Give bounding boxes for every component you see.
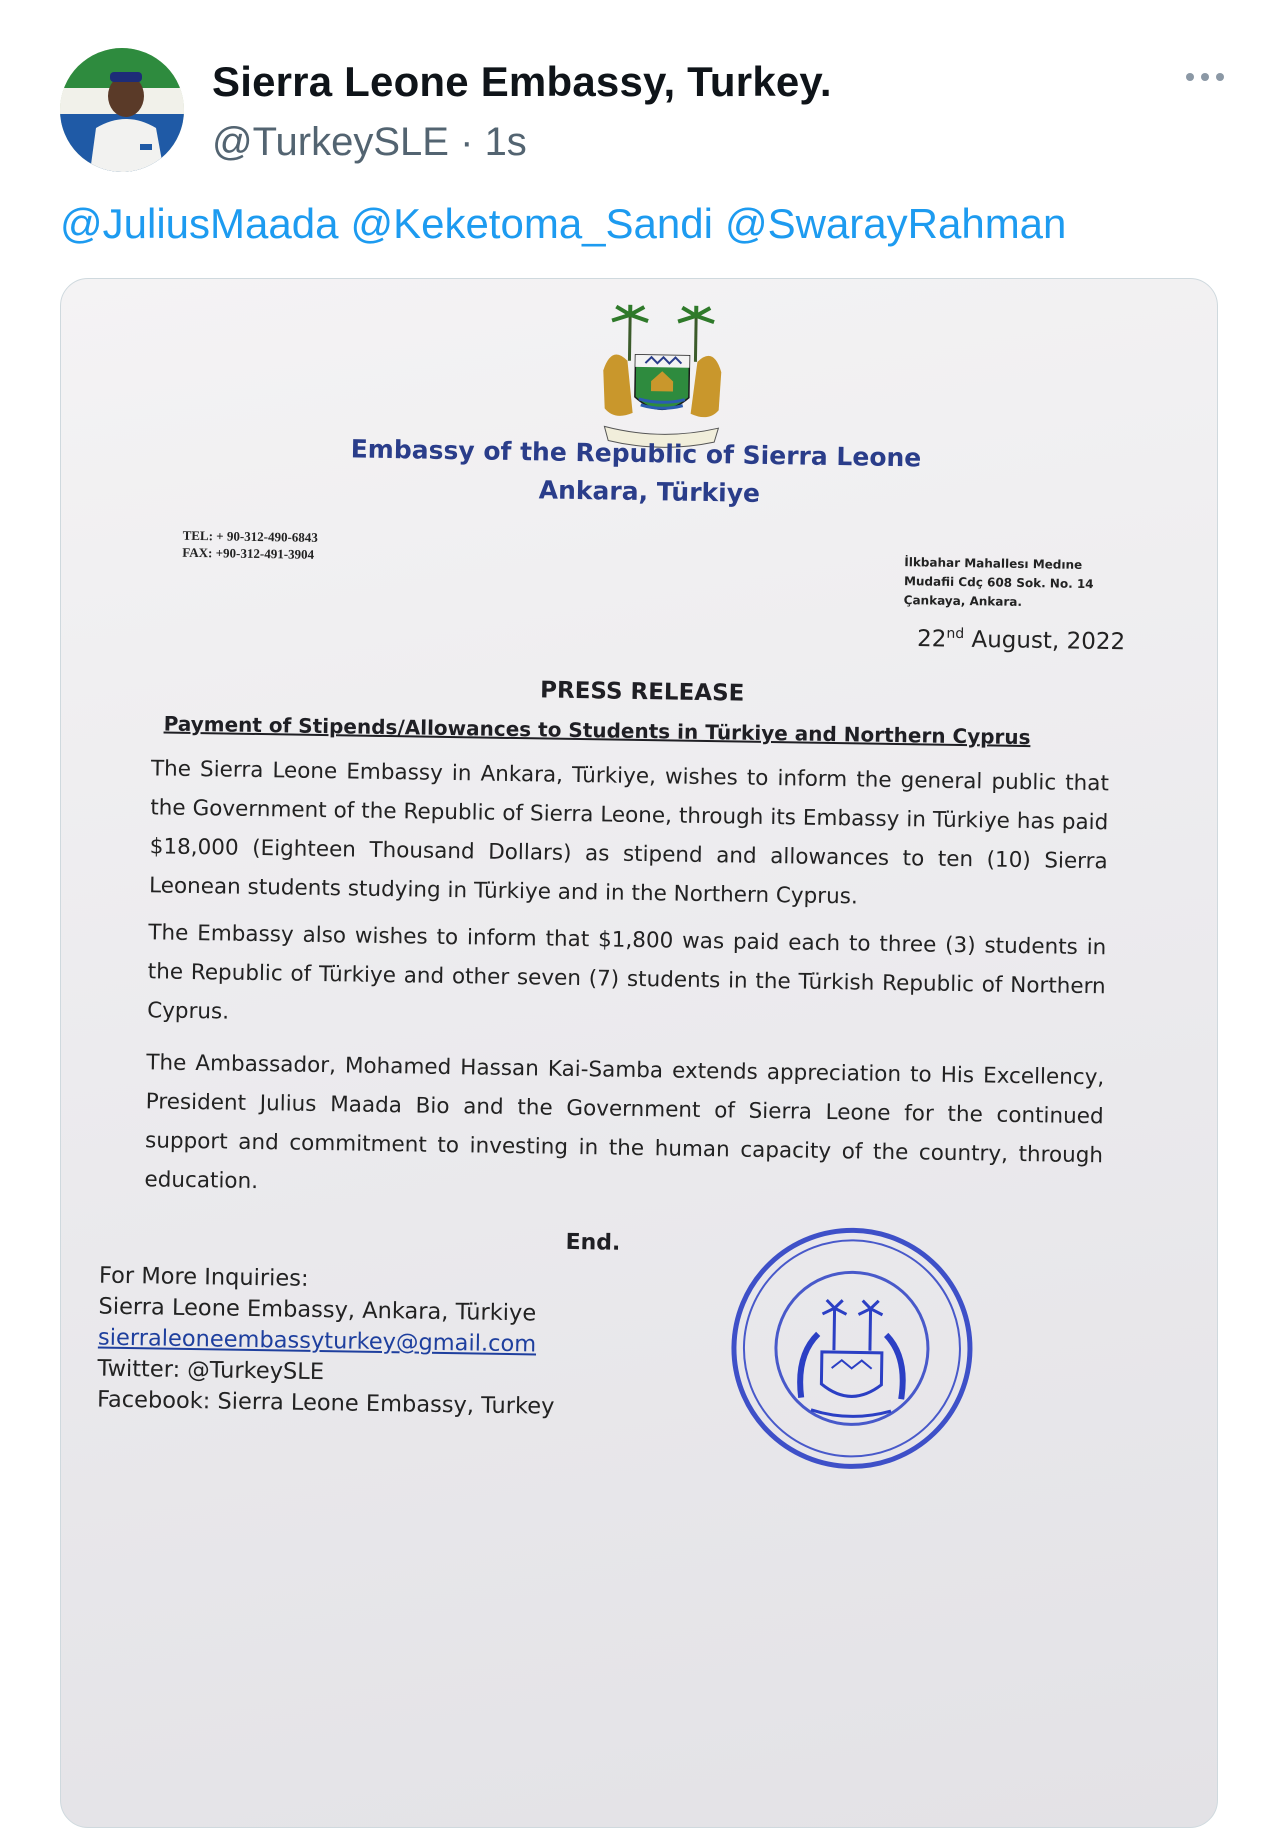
more-dot xyxy=(1216,73,1224,81)
address-line: Mudafii Cdç 608 Sok. No. 14 xyxy=(903,574,1094,592)
fax-number: FAX: +90-312-491-3904 xyxy=(182,544,315,562)
date-month-year: August, 2022 xyxy=(963,626,1126,656)
profile-avatar[interactable] xyxy=(60,48,184,172)
body-paragraph: The Embassy also wishes to inform that $1,800 was paid each to three (3) students in the Republic of Türkiye and other seven (7) students in the Türkish Republic of Northern Cyprus. xyxy=(146,920,1107,1025)
inquiries-facebook: Facebook: Sierra Leone Embassy, Turkey xyxy=(96,1386,555,1420)
tweet-mentions xyxy=(60,200,1078,248)
address-block xyxy=(904,553,1094,613)
body-paragraph: The Ambassador, Mohamed Hassan Kai-Samba extends appreciation to His Excellency, President Julius Maada Bio and the Government of Sierra Leone for the continued support and commitment to investing in the human capacity of the country, through education. xyxy=(144,1050,1105,1195)
date-suffix: nd xyxy=(946,625,965,643)
meta-separator: · xyxy=(460,120,474,164)
press-release-heading: PRESS RELEASE xyxy=(539,677,745,707)
more-horizontal-icon xyxy=(1186,73,1194,81)
address-line: İlkbahar Mahallesı Medıne xyxy=(904,555,1083,572)
embassy-city: Ankara, Türkiye xyxy=(538,475,761,508)
inquiries-organization: Sierra Leone Embassy, Ankara, Türkiye xyxy=(98,1293,537,1327)
avatar-photo-icon xyxy=(60,48,184,172)
contact-block xyxy=(182,527,318,563)
user-handle[interactable]: @TurkeySLE xyxy=(212,120,449,164)
body-paragraph: The Sierra Leone Embassy in Ankara, Türkiye, wishes to inform the general public that the Government of the Republic of Sierra Leone, through its Embassy in Türkiye has paid $18,000 (Eighteen Thousand Dollars) as stipend and allowances to ten (10) Sierra Leonean students studying in Türkiye and in the Northern Cyprus. xyxy=(148,756,1110,910)
mention-link[interactable]: @Keketoma_Sandi xyxy=(350,200,713,247)
inquiries-label: For More Inquiries: xyxy=(98,1262,309,1292)
end-marker: End. xyxy=(565,1229,621,1256)
more-dot xyxy=(1201,73,1209,81)
tweet-timestamp[interactable]: 1s xyxy=(484,120,527,164)
embassy-name: Embassy of the Republic of Sierra Leone xyxy=(350,434,922,473)
mention-link[interactable]: @SwarayRahman xyxy=(724,200,1067,247)
inquiries-email: sierraleoneembassyturkey@gmail.com xyxy=(97,1324,537,1358)
press-release-subheading: Payment of Stipends/Allowances to Students in Türkiye and Northern Cyprus xyxy=(163,711,1031,750)
display-name[interactable]: Sierra Leone Embassy, Turkey. xyxy=(212,58,832,105)
tweet-media-image[interactable] xyxy=(60,278,1218,1828)
address-line: Çankaya, Ankara. xyxy=(903,593,1023,609)
date-day: 22 xyxy=(916,625,947,653)
inquiries-block xyxy=(97,1261,557,1423)
release-date xyxy=(917,625,1125,655)
press-release-document xyxy=(60,278,1218,1828)
inquiries-twitter: Twitter: @TurkeySLE xyxy=(97,1355,325,1386)
embassy-stamp-icon xyxy=(724,1220,980,1476)
coat-of-arms-icon xyxy=(588,300,736,452)
tel-number: TEL: + 90-312-490-6843 xyxy=(182,527,318,545)
more-options-button[interactable] xyxy=(1168,62,1242,92)
mention-link[interactable]: @JuliusMaada xyxy=(60,200,339,247)
tweet-meta xyxy=(212,120,527,165)
